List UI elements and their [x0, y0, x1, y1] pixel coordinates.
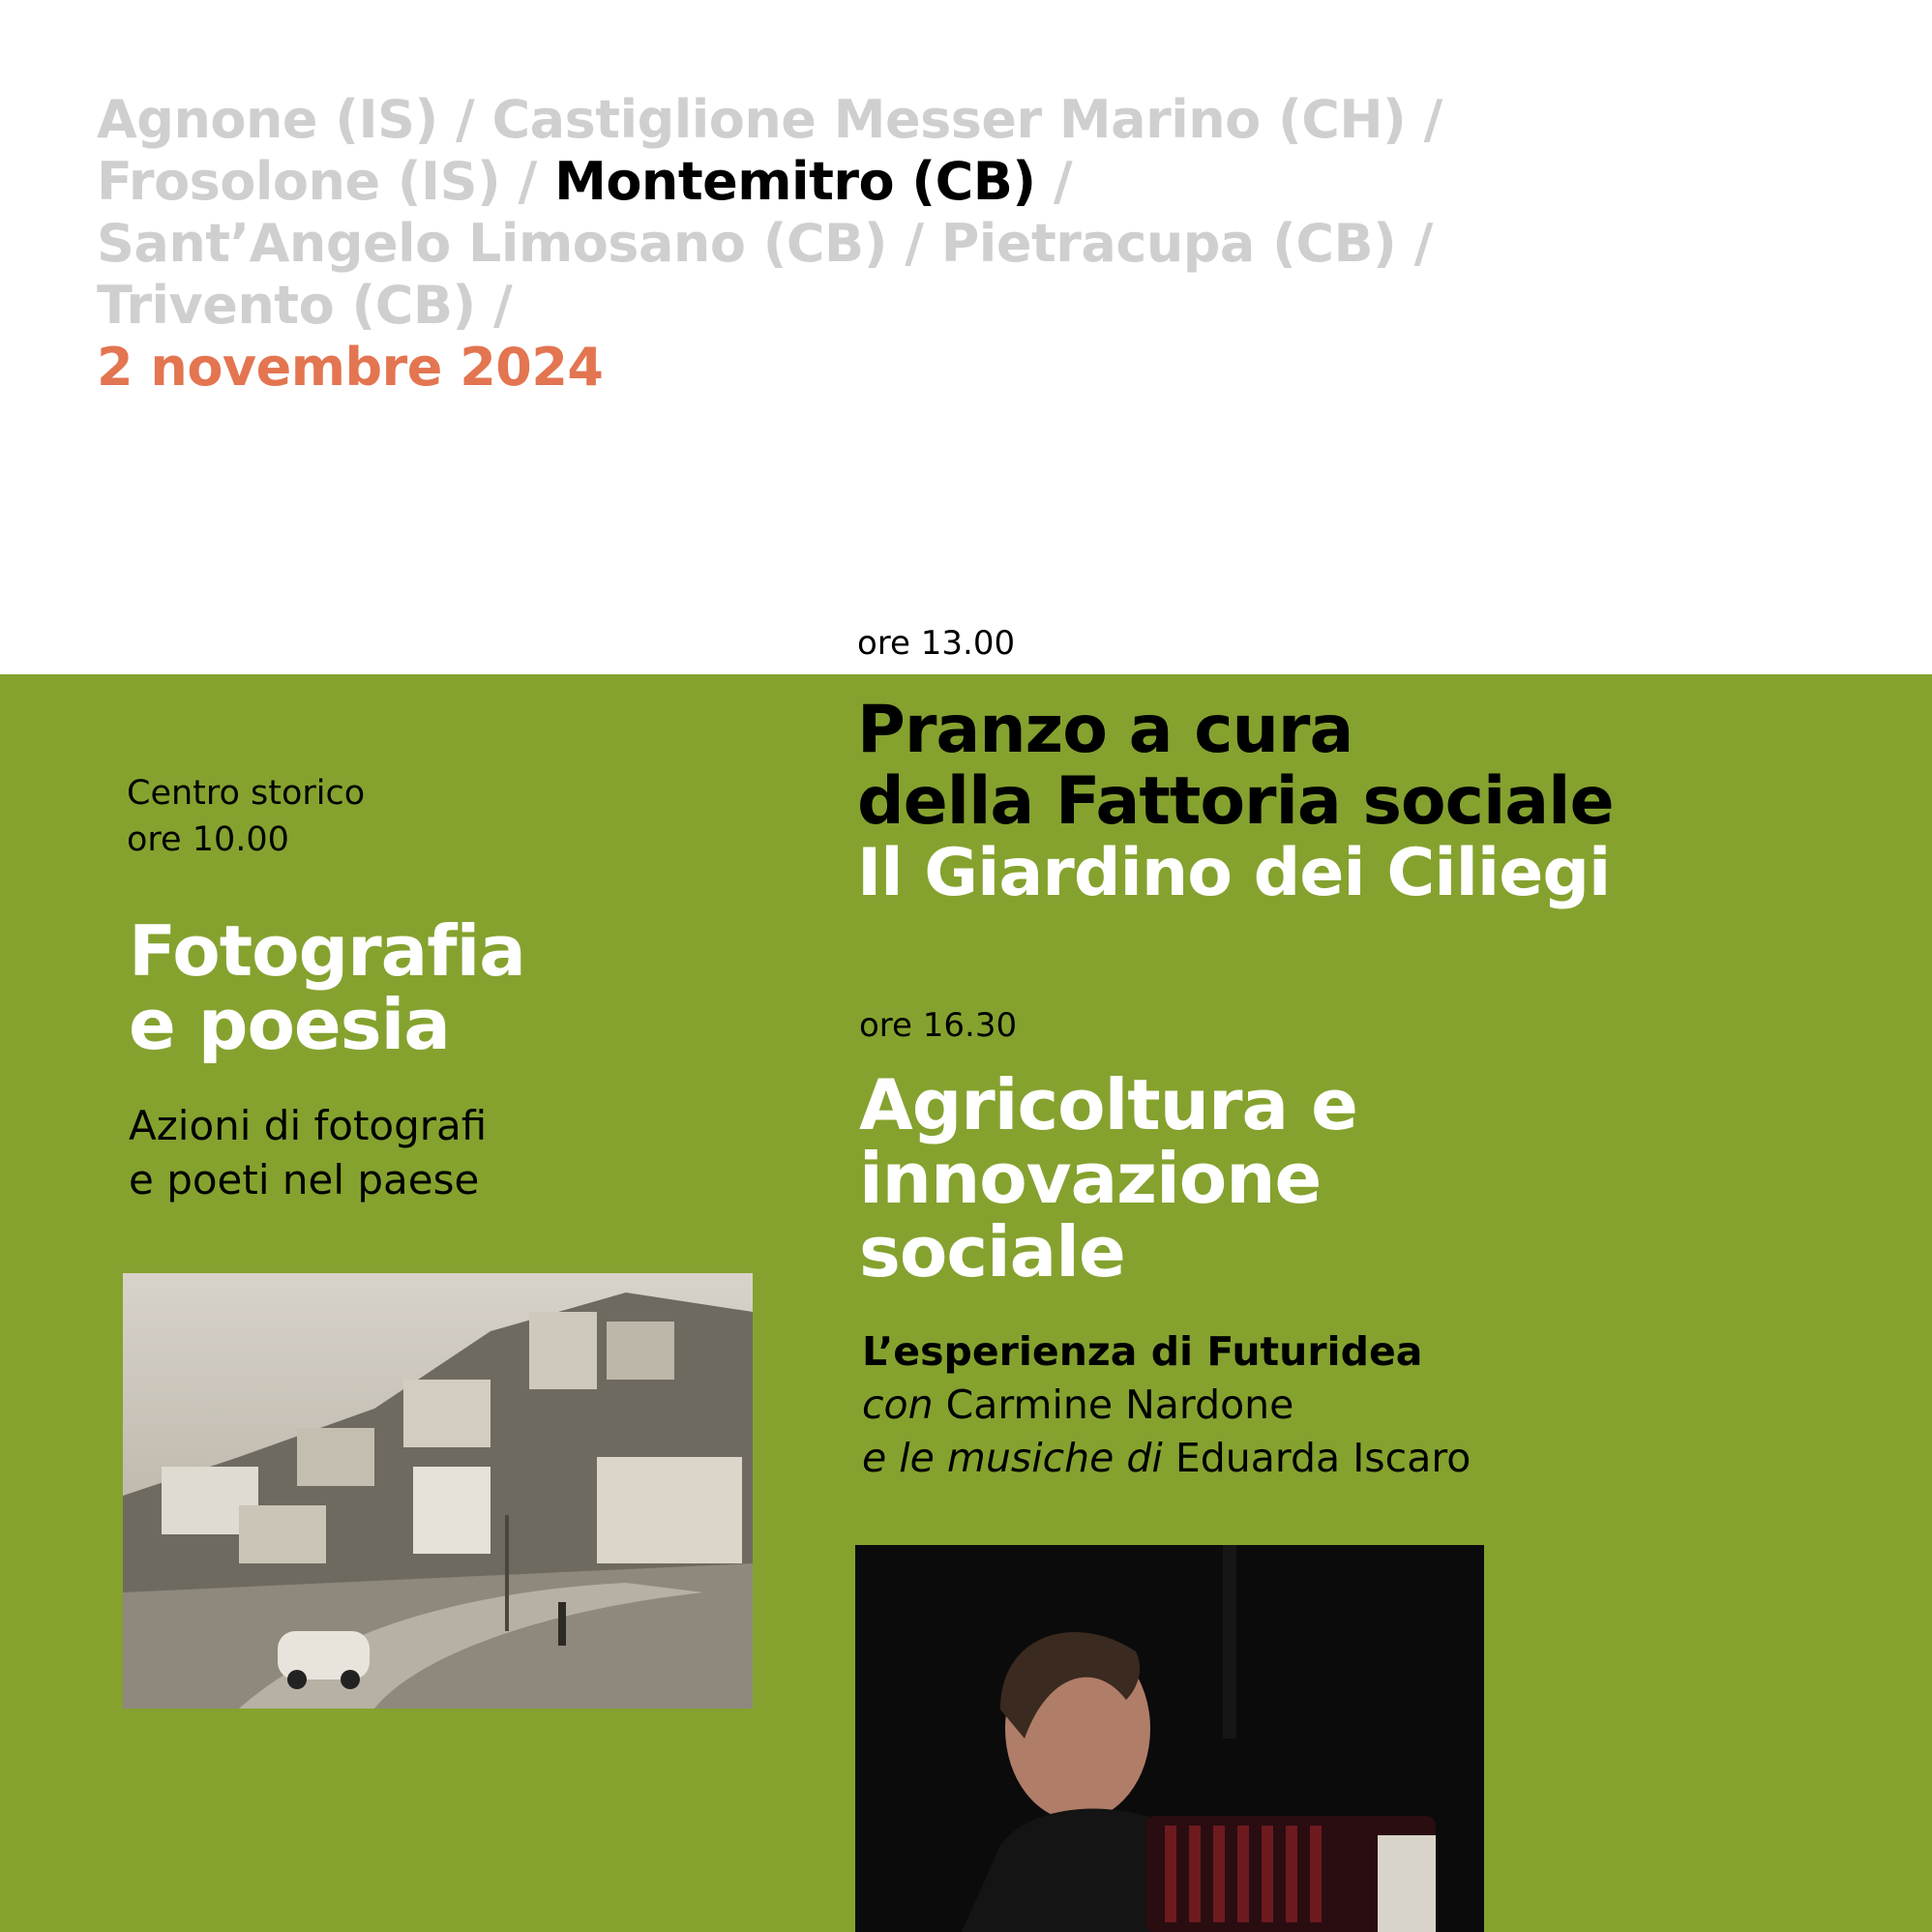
separator: / — [1053, 151, 1073, 212]
left-title-line-2: e poesia — [129, 984, 450, 1065]
towns-header — [97, 89, 1606, 399]
musician-name: Eduarda Iscaro — [1174, 1435, 1471, 1481]
afternoon-title-line-1: Agricoltura e — [859, 1064, 1357, 1145]
towns-line-4 — [97, 275, 1606, 337]
town-vintage-photo — [123, 1273, 753, 1709]
separator: / — [905, 213, 941, 274]
experience-line: L’esperienza di Futuridea — [862, 1328, 1423, 1375]
lunch-event-title — [857, 692, 1614, 911]
separator: / — [1413, 213, 1433, 274]
separator: / — [456, 89, 492, 150]
accordion-player-photo — [855, 1545, 1484, 1932]
afternoon-title-line-3: sociale — [859, 1211, 1125, 1293]
afternoon-event-details — [862, 1325, 1471, 1485]
town-photo-image — [123, 1273, 753, 1709]
speaker-line — [862, 1379, 1471, 1432]
left-event-title — [129, 910, 525, 1065]
place-castiglione: Castiglione Messer Marino (CH) — [491, 89, 1407, 150]
speaker-name: Carmine Nardone — [945, 1382, 1294, 1428]
separator: / — [1423, 89, 1442, 150]
towns-line-1 — [97, 89, 1606, 151]
place-trivento: Trivento (CB) — [97, 275, 476, 336]
lunch-time: ore 13.00 — [857, 624, 1016, 663]
event-date: 2 novembre 2024 — [97, 337, 604, 398]
left-event-subtitle — [129, 1099, 487, 1207]
afternoon-event-title — [859, 1064, 1357, 1293]
lunch-title-line-2: della Fattoria sociale — [857, 763, 1614, 840]
place-agnone: Agnone (IS) — [97, 89, 438, 150]
left-event-location: Centro storico — [127, 774, 366, 813]
music-line — [862, 1432, 1471, 1485]
place-pietracupa: Pietracupa (CB) — [940, 213, 1397, 274]
place-current-montemitro: Montemitro (CB) — [554, 151, 1036, 212]
place-santangelo: Sant’Angelo Limosano (CB) — [97, 213, 887, 274]
lunch-title-line-3: Il Giardino dei Ciliegi — [857, 835, 1611, 911]
separator: / — [492, 275, 513, 336]
left-event-time: ore 10.00 — [127, 820, 289, 859]
towns-line-3 — [97, 213, 1606, 275]
lunch-title-line-1: Pranzo a cura — [857, 692, 1353, 768]
towns-line-2 — [97, 151, 1606, 213]
place-frosolone: Frosolone (IS) — [97, 151, 501, 212]
left-subtitle-line-1: Azioni di fotografi — [129, 1102, 488, 1149]
afternoon-title-line-2: innovazione — [859, 1138, 1322, 1219]
afternoon-time: ore 16.30 — [859, 1006, 1018, 1045]
with-prefix: con — [862, 1382, 934, 1428]
player-photo-image — [855, 1545, 1484, 1932]
left-event-meta — [127, 770, 365, 863]
music-prefix: e le musiche di — [862, 1435, 1163, 1481]
left-title-line-1: Fotografia — [129, 910, 525, 992]
left-subtitle-line-2: e poeti nel paese — [129, 1156, 480, 1204]
separator: / — [518, 151, 555, 212]
